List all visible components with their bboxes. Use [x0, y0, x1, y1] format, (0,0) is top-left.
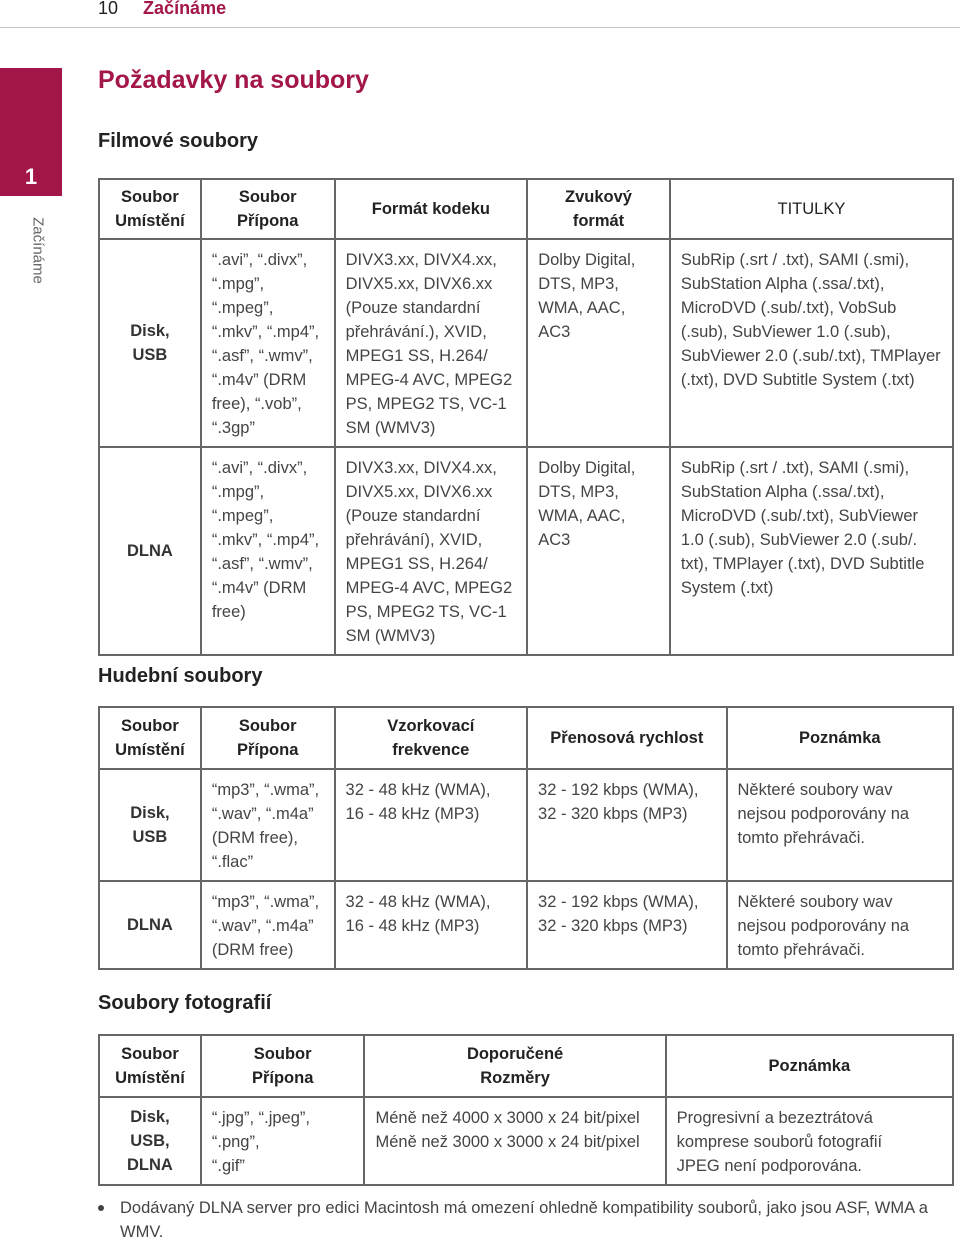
cell-extension: “.jpg”, “.jpeg”, “.png”, “.gif”	[201, 1097, 365, 1185]
header-extension: Soubor Přípona	[201, 1035, 365, 1097]
table-row	[99, 447, 953, 655]
chapter-number: 1	[24, 164, 38, 189]
header-note: Poznámka	[666, 1035, 953, 1097]
cell-codec: DIVX3.xx, DIVX4.xx, DIVX5.xx, DIVX6.xx (Pouze standardní přehrávání.), XVID, MPEG1 SS, H.264/ MPEG-4 AVC, MPEG2 PS, MPEG2 TS, VC-1 SM (WMV3)	[335, 239, 528, 447]
table-header-row	[99, 179, 953, 239]
footnote-text: Dodávaný DLNA server pro edici Macintosh má omezení ohledně kompatibility souborů, jako jsou ASF, WMA a WMV.	[120, 1199, 928, 1240]
cell-note: Progresivní a bezeztrátová komprese souborů fotografií JPEG není podporována.	[666, 1097, 953, 1185]
header-codec: Formát kodeku	[335, 179, 528, 239]
chapter-side-label	[29, 206, 47, 296]
table-header-row	[99, 1035, 953, 1097]
cell-location: DLNA	[99, 447, 201, 655]
cell-location: Disk, USB, DLNA	[99, 1097, 201, 1185]
header-subtitles: TITULKY	[670, 179, 953, 239]
cell-sampling: 32 - 48 kHz (WMA), 16 - 48 kHz (MP3)	[335, 769, 528, 881]
photo-files-heading: Soubory fotografií	[98, 992, 272, 1014]
header-location: Soubor Umístění	[99, 1035, 201, 1097]
movie-files-table	[98, 178, 954, 656]
header-sampling: Vzorkovací frekvence	[335, 707, 528, 769]
cell-location: DLNA	[99, 881, 201, 969]
table-row	[99, 881, 953, 969]
cell-location: Disk, USB	[99, 239, 201, 447]
cell-extension: “mp3”, “.wma”, “.wav”, “.m4a” (DRM free)	[201, 881, 335, 969]
header-audio: Zvukový formát	[527, 179, 670, 239]
music-files-table	[98, 706, 954, 970]
cell-note: Některé soubory wav nejsou podporovány na tomto přehrávači.	[727, 881, 954, 969]
cell-extension: “mp3”, “.wma”, “.wav”, “.m4a” (DRM free), “.flac”	[201, 769, 335, 881]
header-extension: Soubor Přípona	[201, 707, 335, 769]
table-header-row	[99, 707, 953, 769]
bullet-icon	[98, 1205, 104, 1211]
header-location: Soubor Umístění	[99, 179, 201, 239]
table-row	[99, 1097, 953, 1185]
header-divider	[0, 27, 960, 28]
chapter-label: Začínáme	[29, 217, 47, 284]
chapter-tab	[0, 68, 62, 196]
side-strip	[0, 196, 62, 1240]
table-row	[99, 239, 953, 447]
cell-subtitles: SubRip (.srt / .txt), SAMI (.smi), SubStation Alpha (.ssa/.txt), MicroDVD (.sub/.txt), VobSub (.sub), SubViewer 1.0 (.sub), SubViewer 2.0 (.sub/.txt), TMPlayer (.txt), DVD Subtitle System (.txt)	[670, 239, 953, 447]
music-files-heading: Hudební soubory	[98, 665, 263, 687]
photo-files-table	[98, 1034, 954, 1186]
movie-files-heading: Filmové soubory	[98, 130, 259, 152]
cell-extension: “.avi”, “.divx”, “.mpg”, “.mpeg”, “.mkv”, “.mp4”, “.asf”, “.wmv”, “.m4v” (DRM free)	[201, 447, 335, 655]
page-number: 10	[98, 0, 119, 18]
cell-extension: “.avi”, “.divx”, “.mpg”, “.mpeg”, “.mkv”, “.mp4”, “.asf”, “.wmv”, “.m4v” (DRM free), “.vob”, “.3gp”	[201, 239, 335, 447]
table-row	[99, 769, 953, 881]
cell-bitrate: 32 - 192 kbps (WMA), 32 - 320 kbps (MP3)	[527, 769, 726, 881]
cell-bitrate: 32 - 192 kbps (WMA), 32 - 320 kbps (MP3)	[527, 881, 726, 969]
cell-audio: Dolby Digital, DTS, MP3, WMA, AAC, AC3	[527, 239, 670, 447]
header-extension: Soubor Přípona	[201, 179, 335, 239]
header-note: Poznámka	[727, 707, 954, 769]
header-bitrate: Přenosová rychlost	[527, 707, 726, 769]
cell-codec: DIVX3.xx, DIVX4.xx, DIVX5.xx, DIVX6.xx (Pouze standardní přehrávání), XVID, MPEG1 SS, H.264/ MPEG-4 AVC, MPEG2 PS, MPEG2 TS, VC-1 SM (WMV3)	[335, 447, 528, 655]
cell-size: Méně než 4000 x 3000 x 24 bit/pixel Méně než 3000 x 3000 x 24 bit/pixel	[364, 1097, 665, 1185]
header-location: Soubor Umístění	[99, 707, 201, 769]
cell-sampling: 32 - 48 kHz (WMA), 16 - 48 kHz (MP3)	[335, 881, 528, 969]
page-title: Požadavky na soubory	[98, 66, 369, 94]
section-name: Začínáme	[143, 0, 227, 18]
cell-note: Některé soubory wav nejsou podporovány na tomto přehrávači.	[727, 769, 954, 881]
cell-location: Disk, USB	[99, 769, 201, 881]
cell-subtitles: SubRip (.srt / .txt), SAMI (.smi), SubStation Alpha (.ssa/.txt), MicroDVD (.sub/.txt), SubViewer 1.0 (.sub), SubViewer 2.0 (.sub/. txt), TMPlayer (.txt), DVD Subtitle System (.txt)	[670, 447, 953, 655]
cell-audio: Dolby Digital, DTS, MP3, WMA, AAC, AC3	[527, 447, 670, 655]
footnote	[98, 1196, 938, 1240]
header-size: Doporučené Rozměry	[364, 1035, 665, 1097]
page-header	[98, 0, 226, 16]
